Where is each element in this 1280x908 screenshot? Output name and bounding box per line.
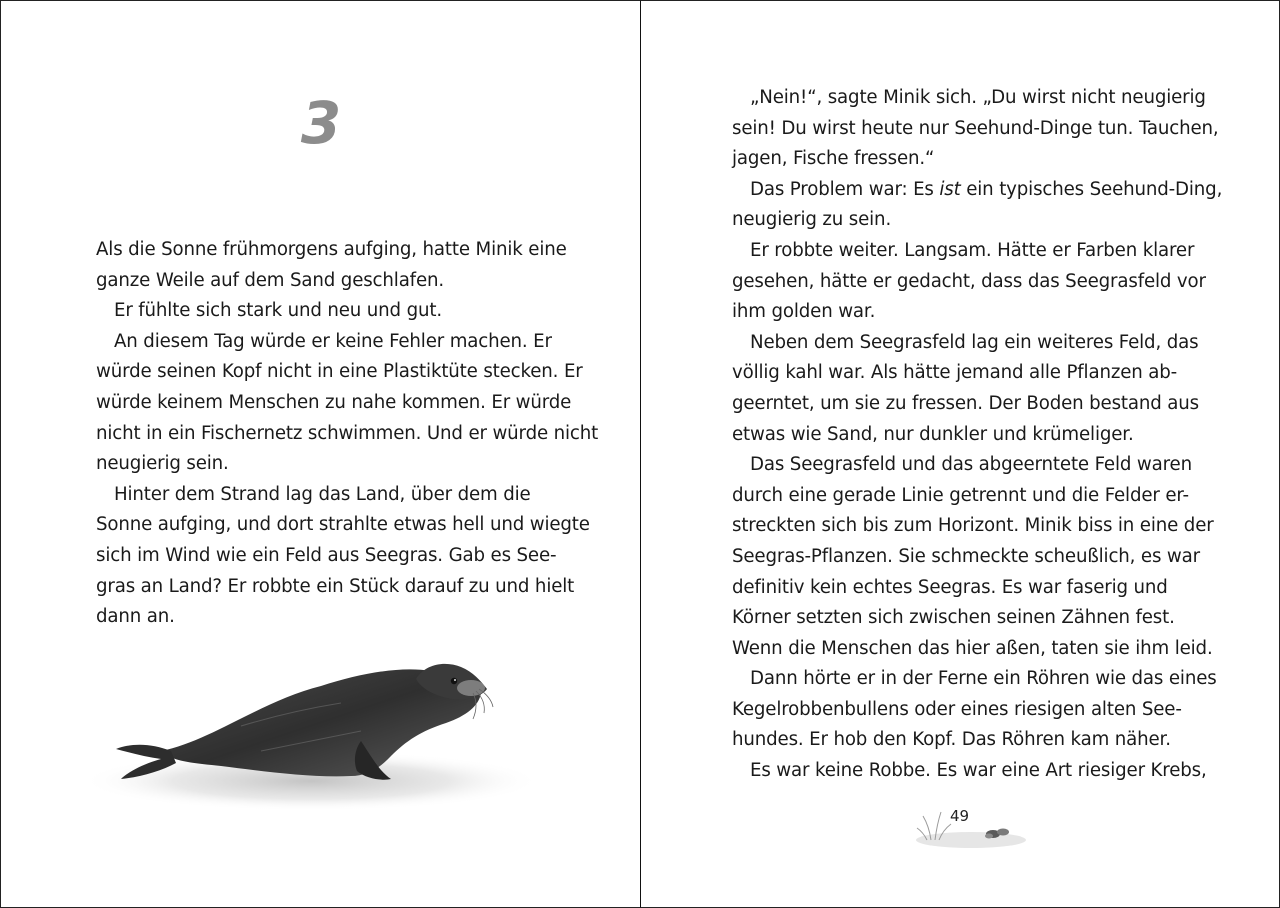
text-line: Dann hörte er in der Ferne ein Röhren wie das eines — [750, 668, 1217, 690]
text-line: hundes. Er hob den Kopf. Das Röhren kam näher. — [732, 729, 1171, 751]
text-line: durch eine gerade Linie getrennt und die Felder er- — [732, 484, 1189, 506]
text-line: Körner setzten sich zwischen seinen Zähnen fest. — [732, 607, 1175, 629]
seal-eye — [451, 678, 457, 684]
text-line: streckten sich bis zum Horizont. Minik biss in eine der — [732, 515, 1214, 537]
text-line: Seegras-Pflanzen. Sie schmeckte scheußlich, es war — [732, 545, 1200, 567]
text-line-segment: ein typisches Seehund-Ding, — [960, 178, 1223, 200]
text-line: gesehen, hätte er gedacht, dass das Seegrasfeld vor — [732, 270, 1206, 292]
text-line: geerntet, um sie zu fressen. Der Boden bestand aus — [732, 392, 1199, 414]
text-line: definitiv kein echtes Seegras. Es war faserig und — [732, 576, 1168, 598]
text-line: nicht in ein Fischernetz schwimmen. Und er würde nicht — [96, 422, 599, 444]
text-line: Neben dem Seegrasfeld lag ein weiteres Feld, das — [750, 331, 1199, 353]
text-line: sich im Wind wie ein Feld aus Seegras. Gab es See- — [96, 544, 557, 566]
text-line: Wenn die Menschen das hier aßen, taten sie ihm leid. — [732, 637, 1213, 659]
text-line: Sonne aufging, und dort strahlte etwas hell und wiegte — [96, 514, 590, 536]
text-line-segment: Das Problem war: Es — [750, 178, 940, 200]
text-line — [732, 175, 1223, 206]
chapter-number: 3 — [300, 89, 342, 157]
text-line: ganze Weile auf dem Sand geschlafen. — [96, 269, 444, 291]
right-page-text — [732, 83, 1223, 787]
text-line: „Nein!“, sagte Minik sich. „Du wirst nicht neugierig — [750, 87, 1206, 108]
text-line: etwas wie Sand, nur dunkler und krümeliger. — [732, 423, 1134, 445]
page-number: 49 — [950, 807, 970, 825]
text-line: sein! Du wirst heute nur Seehund-Dinge tun. Tauchen, — [732, 117, 1219, 139]
text-line: gras an Land? Er robbte ein Stück darauf zu und hielt — [96, 575, 575, 597]
text-line: jagen, Fische fressen.“ — [732, 148, 935, 170]
text-line: Das Seegrasfeld und das abgeerntete Feld waren — [750, 454, 1192, 476]
text-line-emphasis: ist — [939, 178, 961, 200]
text-line: dann an. — [96, 606, 175, 628]
seal-illustration — [61, 631, 581, 871]
text-line: Er robbte weiter. Langsam. Hätte er Farben klarer — [750, 239, 1195, 261]
text-line: würde keinem Menschen zu nahe kommen. Er würde — [96, 391, 572, 413]
text-line: Als die Sonne frühmorgens aufging, hatte Minik eine — [96, 239, 567, 260]
text-line: Es war keine Robbe. Es war eine Art riesiger Krebs, — [750, 760, 1207, 782]
text-line: An diesem Tag würde er keine Fehler machen. Er — [114, 330, 552, 352]
text-line: neugierig sein. — [96, 453, 229, 475]
right-page — [640, 0, 1280, 908]
grass-and-pebbles-ornament — [911, 796, 1031, 856]
text-line: Er fühlte sich stark und neu und gut. — [114, 300, 442, 322]
text-line: Hinter dem Strand lag das Land, über dem die — [114, 483, 531, 505]
text-line: Kegelrobbenbullens oder eines riesigen alten See- — [732, 698, 1182, 720]
left-page-text — [96, 235, 599, 633]
text-line: würde seinen Kopf nicht in eine Plastiktüte stecken. Er — [96, 361, 583, 383]
text-line: ihm golden war. — [732, 301, 876, 323]
text-line: völlig kahl war. Als hätte jemand alle Pflanzen ab- — [732, 362, 1178, 384]
text-line: neugierig zu sein. — [732, 209, 892, 231]
